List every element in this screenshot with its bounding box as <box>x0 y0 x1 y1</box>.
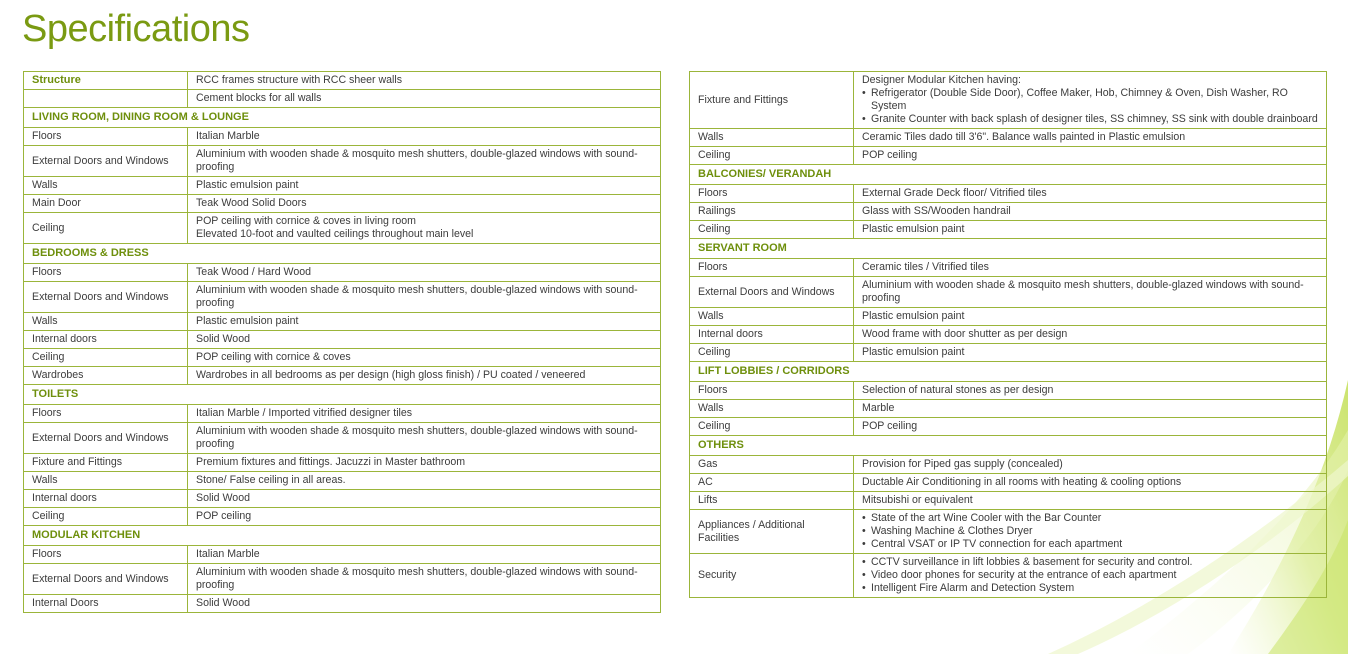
spec-value: Plastic emulsion paint <box>188 177 661 195</box>
table-row <box>24 264 661 282</box>
table-row <box>690 308 1327 326</box>
spec-label: Floors <box>690 382 854 400</box>
spec-value: Ductable Air Conditioning in all rooms with heating & cooling options <box>854 474 1327 492</box>
spec-value: RCC frames structure with RCC sheer walls <box>188 72 661 90</box>
spec-value: Ceramic Tiles dado till 3'6". Balance walls painted in Plastic emulsion <box>854 129 1327 147</box>
right-spec-table <box>689 71 1327 598</box>
section-header: BEDROOMS & DRESS <box>24 244 661 264</box>
spec-value <box>854 554 1327 598</box>
spec-value: Stone/ False ceiling in all areas. <box>188 472 661 490</box>
spec-label: External Doors and Windows <box>690 277 854 308</box>
spec-label: AC <box>690 474 854 492</box>
table-row <box>690 382 1327 400</box>
table-row <box>690 344 1327 362</box>
spec-list <box>862 512 1318 551</box>
spec-label: Internal doors <box>24 331 188 349</box>
spec-value: Solid Wood <box>188 490 661 508</box>
spec-label: Floors <box>690 259 854 277</box>
spec-list-item: • Intelligent Fire Alarm and Detection System <box>871 582 1318 595</box>
section-header: BALCONIES/ VERANDAH <box>690 165 1327 185</box>
spec-label: Floors <box>24 405 188 423</box>
spec-value: Aluminium with wooden shade & mosquito mesh shutters, double-glazed windows with sound-proofing <box>188 564 661 595</box>
spec-value <box>854 510 1327 554</box>
section-header: OTHERS <box>690 436 1327 456</box>
spec-label: Ceiling <box>690 147 854 165</box>
spec-label: Walls <box>24 177 188 195</box>
spec-value: Italian Marble <box>188 546 661 564</box>
table-row <box>690 456 1327 474</box>
table-row <box>24 282 661 313</box>
spec-value: Teak Wood / Hard Wood <box>188 264 661 282</box>
section-header-row <box>24 526 661 546</box>
spec-value: POP ceiling <box>188 508 661 526</box>
spec-value: Premium fixtures and fittings. Jacuzzi in Master bathroom <box>188 454 661 472</box>
spec-list-item: • Central VSAT or IP TV connection for each apartment <box>871 538 1318 551</box>
page-title: Specifications <box>22 8 250 50</box>
table-row <box>690 259 1327 277</box>
table-row <box>690 72 1327 129</box>
spec-label: Main Door <box>24 195 188 213</box>
table-row <box>24 128 661 146</box>
table-row <box>24 213 661 244</box>
spec-value: Selection of natural stones as per design <box>854 382 1327 400</box>
spec-label: Walls <box>690 129 854 147</box>
spec-value: Marble <box>854 400 1327 418</box>
spec-label: External Doors and Windows <box>24 282 188 313</box>
section-header-row <box>690 165 1327 185</box>
spec-label: Floors <box>24 546 188 564</box>
table-row <box>24 367 661 385</box>
spec-label: Walls <box>24 472 188 490</box>
table-row <box>24 423 661 454</box>
spec-value: POP ceiling with cornice & coves in living room Elevated 10-foot and vaulted ceilings throughout main level <box>188 213 661 244</box>
table-row <box>24 177 661 195</box>
spec-label: Floors <box>24 128 188 146</box>
table-row <box>24 195 661 213</box>
spec-list-item: • Video door phones for security at the entrance of each apartment <box>871 569 1318 582</box>
spec-list <box>862 556 1318 595</box>
section-header: MODULAR KITCHEN <box>24 526 661 546</box>
spec-label: Internal Doors <box>24 595 188 613</box>
table-row <box>24 405 661 423</box>
spec-label: Floors <box>24 264 188 282</box>
spec-label: Fixture and Fittings <box>690 72 854 129</box>
spec-value: Italian Marble / Imported vitrified designer tiles <box>188 405 661 423</box>
table-row <box>690 277 1327 308</box>
table-row <box>24 90 661 108</box>
spec-label: Internal doors <box>24 490 188 508</box>
spec-label: Structure <box>24 72 188 90</box>
table-row <box>24 564 661 595</box>
spec-value: Cement blocks for all walls <box>188 90 661 108</box>
spec-value: Solid Wood <box>188 595 661 613</box>
section-header: LIFT LOBBIES / CORRIDORS <box>690 362 1327 382</box>
spec-label: Ceiling <box>690 344 854 362</box>
table-row <box>24 595 661 613</box>
spec-value: Glass with SS/Wooden handrail <box>854 203 1327 221</box>
table-row <box>24 546 661 564</box>
table-row <box>690 221 1327 239</box>
spec-label: Floors <box>690 185 854 203</box>
spec-label: Railings <box>690 203 854 221</box>
spec-label: Ceiling <box>690 418 854 436</box>
section-header-row <box>24 385 661 405</box>
table-row <box>24 331 661 349</box>
spec-label: Walls <box>24 313 188 331</box>
spec-label: Gas <box>690 456 854 474</box>
section-header-row <box>690 436 1327 456</box>
table-row <box>24 313 661 331</box>
spec-value: Italian Marble <box>188 128 661 146</box>
table-row <box>690 185 1327 203</box>
spec-value: Plastic emulsion paint <box>854 308 1327 326</box>
spec-label: Ceiling <box>24 508 188 526</box>
spec-value: Aluminium with wooden shade & mosquito mesh shutters, double-glazed windows with sound-proofing <box>188 423 661 454</box>
spec-label: Wardrobes <box>24 367 188 385</box>
table-row <box>24 508 661 526</box>
spec-label: External Doors and Windows <box>24 423 188 454</box>
section-header-row <box>690 239 1327 259</box>
spec-value: Aluminium with wooden shade & mosquito mesh shutters, double-glazed windows with sound-proofing <box>188 146 661 177</box>
spec-label: Appliances / Additional Facilities <box>690 510 854 554</box>
table-row <box>690 147 1327 165</box>
spec-value: Provision for Piped gas supply (concealed) <box>854 456 1327 474</box>
table-row <box>24 146 661 177</box>
spec-value: POP ceiling <box>854 418 1327 436</box>
spec-value <box>854 72 1327 129</box>
spec-value: Wood frame with door shutter as per design <box>854 326 1327 344</box>
spec-label: Ceiling <box>24 213 188 244</box>
spec-value: Aluminium with wooden shade & mosquito mesh shutters, double-glazed windows with sound-proofing <box>188 282 661 313</box>
spec-value: Teak Wood Solid Doors <box>188 195 661 213</box>
spec-label: Walls <box>690 400 854 418</box>
spec-value: Mitsubishi or equivalent <box>854 492 1327 510</box>
table-row <box>690 129 1327 147</box>
spec-label: Internal doors <box>690 326 854 344</box>
spec-value: Ceramic tiles / Vitrified tiles <box>854 259 1327 277</box>
section-header-row <box>24 244 661 264</box>
spec-label: Lifts <box>690 492 854 510</box>
spec-list-item: • Granite Counter with back splash of designer tiles, SS chimney, SS sink with double drainboard <box>871 113 1318 126</box>
table-row <box>690 510 1327 554</box>
spec-list-item: • CCTV surveillance in lift lobbies & basement for security and control. <box>871 556 1318 569</box>
table-row <box>690 400 1327 418</box>
table-row <box>24 490 661 508</box>
spec-list-item: • Washing Machine & Clothes Dryer <box>871 525 1318 538</box>
spec-list <box>862 87 1318 126</box>
section-header-row <box>24 108 661 128</box>
spec-list-item: • State of the art Wine Cooler with the Bar Counter <box>871 512 1318 525</box>
table-row <box>24 72 661 90</box>
spec-label: External Doors and Windows <box>24 564 188 595</box>
spec-value: Plastic emulsion paint <box>854 344 1327 362</box>
spec-label: Ceiling <box>690 221 854 239</box>
spec-value: POP ceiling <box>854 147 1327 165</box>
table-row <box>690 474 1327 492</box>
table-row <box>690 326 1327 344</box>
spec-label: Fixture and Fittings <box>24 454 188 472</box>
spec-label: Walls <box>690 308 854 326</box>
section-header: LIVING ROOM, DINING ROOM & LOUNGE <box>24 108 661 128</box>
spec-value: Solid Wood <box>188 331 661 349</box>
table-row <box>690 554 1327 598</box>
spec-label: Security <box>690 554 854 598</box>
table-row <box>24 454 661 472</box>
section-header: SERVANT ROOM <box>690 239 1327 259</box>
spec-value: Plastic emulsion paint <box>854 221 1327 239</box>
section-header: TOILETS <box>24 385 661 405</box>
table-row <box>690 492 1327 510</box>
spec-value: External Grade Deck floor/ Vitrified tiles <box>854 185 1327 203</box>
spec-label <box>24 90 188 108</box>
left-spec-table <box>23 71 661 613</box>
table-row <box>24 472 661 490</box>
section-header-row <box>690 362 1327 382</box>
spec-value: Plastic emulsion paint <box>188 313 661 331</box>
spec-value: Wardrobes in all bedrooms as per design (high gloss finish) / PU coated / veneered <box>188 367 661 385</box>
spec-label: Ceiling <box>24 349 188 367</box>
spec-label: External Doors and Windows <box>24 146 188 177</box>
spec-list-intro: Designer Modular Kitchen having: <box>862 74 1021 86</box>
spec-list-item: • Refrigerator (Double Side Door), Coffee Maker, Hob, Chimney & Oven, Dish Washer, RO System <box>871 87 1318 113</box>
spec-value: Aluminium with wooden shade & mosquito mesh shutters, double-glazed windows with sound-proofing <box>854 277 1327 308</box>
table-row <box>24 349 661 367</box>
spec-value: POP ceiling with cornice & coves <box>188 349 661 367</box>
table-row <box>690 203 1327 221</box>
table-row <box>690 418 1327 436</box>
